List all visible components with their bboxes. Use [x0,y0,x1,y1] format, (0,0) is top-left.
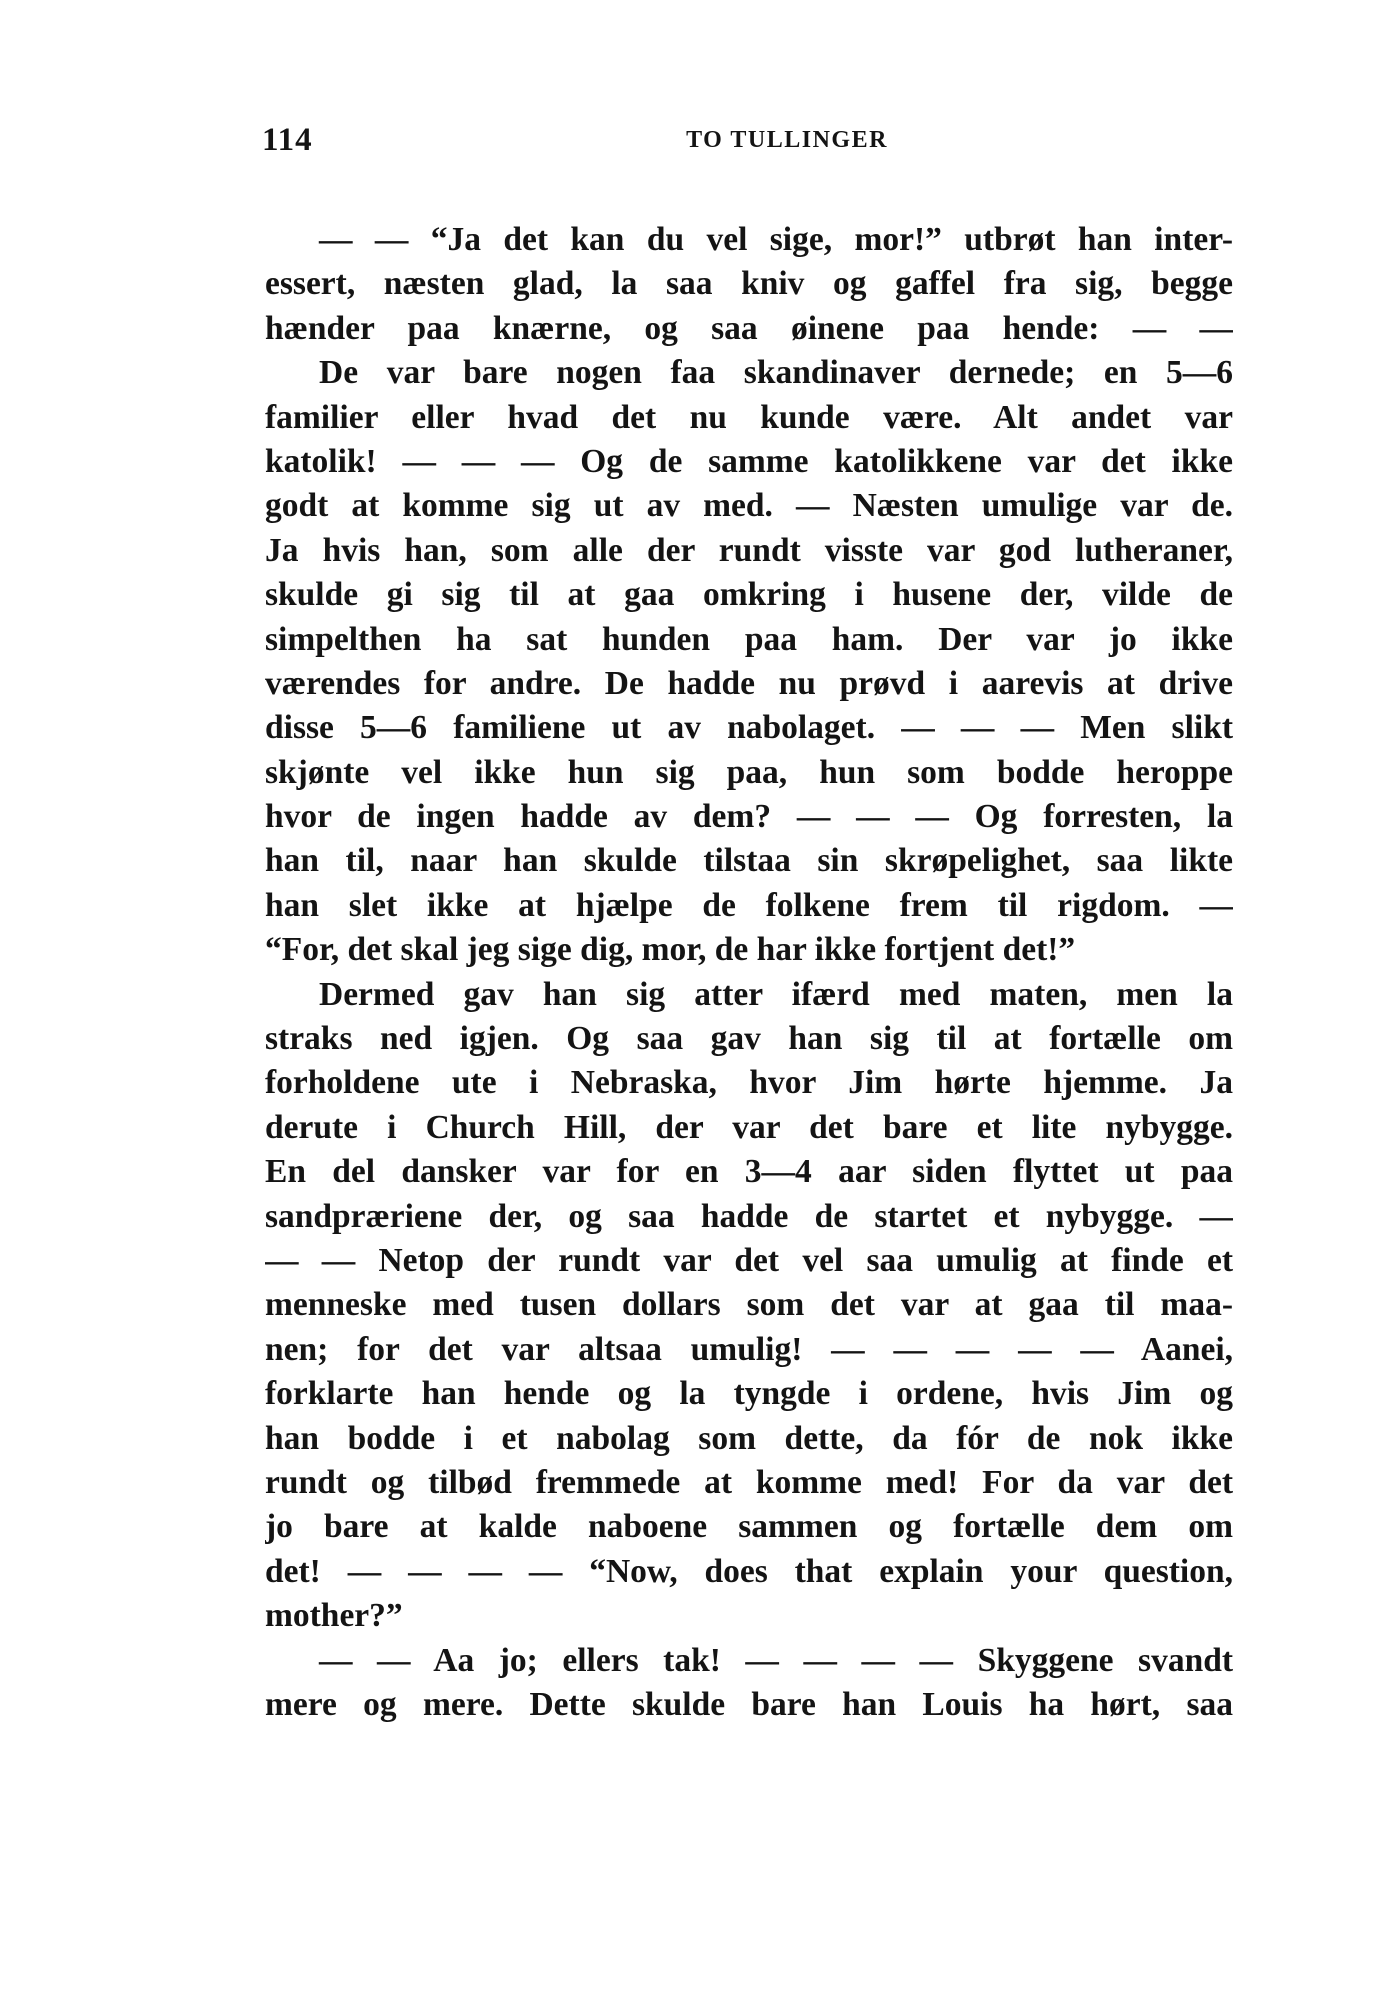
text-line: simpelthen ha sat hunden paa ham. Der var jo ikke [265,620,1233,658]
text-line: godt at komme sig ut av med. — Næsten umulige var de. [265,487,1233,525]
text-line: det! — — — — “Now, does that explain your question, [265,1552,1233,1590]
text-line: skjønte vel ikke hun sig paa, hun som bodde heroppe [265,753,1233,791]
text-line: mother?” [265,1597,403,1635]
text-line: — — Aa jo; ellers tak! — — — — Skyggene svandt [319,1641,1233,1679]
text-line: han bodde i et nabolag som dette, da fór de nok ikke [265,1419,1233,1457]
page-number: 114 [262,122,313,158]
text-line: derute i Church Hill, der var det bare et lite nybygge. [265,1108,1233,1146]
text-line: skulde gi sig til at gaa omkring i husene der, vilde de [265,576,1233,614]
text-line: hænder paa knærne, og saa øinene paa hende: — — [265,309,1233,347]
text-line: straks ned igjen. Og saa gav han sig til at fortælle om [265,1020,1233,1058]
text-line: nen; for det var altsaa umulig! — — — — — Aanei, [265,1330,1233,1368]
body-text [265,218,1233,1727]
text-line: Ja hvis han, som alle der rundt visste var god lutheraner, [265,531,1233,569]
text-line: forklarte han hende og la tyngde i ordene, hvis Jim og [265,1375,1233,1413]
text-line: Dermed gav han sig atter ifærd med maten, men la [319,975,1233,1013]
text-line: katolik! — — — Og de samme katolikkene var det ikke [265,442,1233,480]
text-line: jo bare at kalde naboene sammen og fortælle dem om [265,1508,1233,1546]
text-line: De var bare nogen faa skandinaver dernede; en 5—6 [319,354,1233,392]
text-line: mere og mere. Dette skulde bare han Louis ha hørt, saa [265,1685,1233,1723]
text-line: — — “Ja det kan du vel sige, mor!” utbrøt han inter- [319,221,1233,258]
text-line: “For, det skal jeg sige dig, mor, de har ikke fortjent det!” [265,931,1076,969]
text-line: familier eller hvad det nu kunde være. Alt andet var [265,398,1233,436]
running-head: TO TULLINGER [686,127,888,153]
text-line: menneske med tusen dollars som det var at gaa til maa- [265,1286,1233,1324]
text-line: værendes for andre. De hadde nu prøvd i aarevis at drive [265,664,1233,702]
text-line: — — Netop der rundt var det vel saa umulig at finde et [265,1241,1233,1279]
text-line: disse 5—6 familiene ut av nabolaget. — — — Men slikt [265,709,1233,747]
page-header [262,122,1232,168]
text-line: han slet ikke at hjælpe de folkene frem til rigdom. — [265,886,1233,924]
text-line: rundt og tilbød fremmede at komme med! For da var det [265,1463,1233,1501]
text-line: En del dansker var for en 3—4 aar siden flyttet ut paa [265,1153,1233,1191]
text-line: han til, naar han skulde tilstaa sin skrøpelighet, saa likte [265,842,1233,880]
text-line: hvor de ingen hadde av dem? — — — Og forresten, la [265,798,1233,836]
text-line: essert, næsten glad, la saa kniv og gaffel fra sig, begge [265,265,1233,303]
text-line: forholdene ute i Nebraska, hvor Jim hørte hjemme. Ja [265,1064,1233,1102]
text-line: sandpræriene der, og saa hadde de startet et nybygge. — [265,1197,1233,1235]
